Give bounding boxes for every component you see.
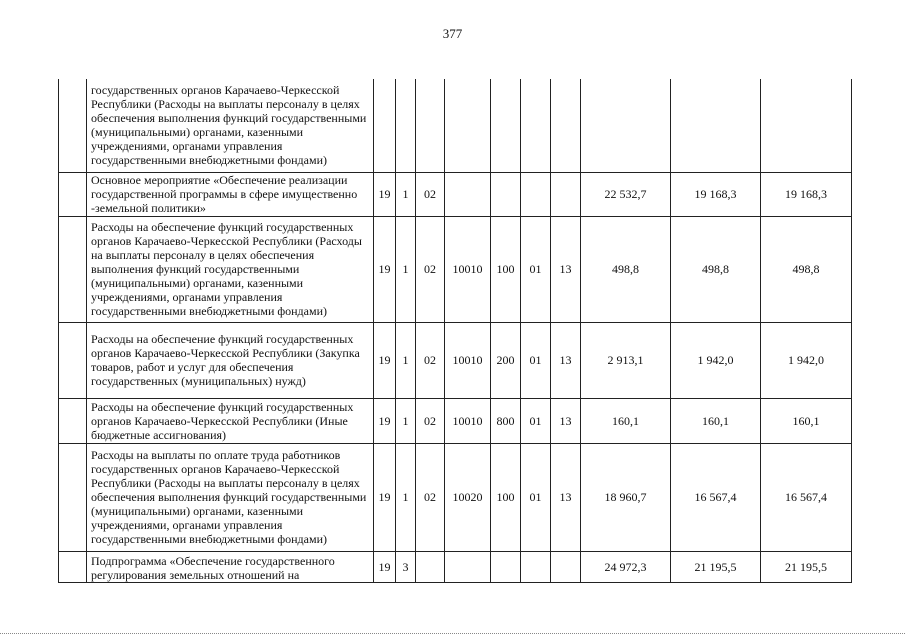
event-code-cell [416, 551, 445, 582]
amount-year3-cell: 21 195,5 [761, 551, 852, 582]
amount-year1-cell: 18 960,7 [581, 443, 671, 551]
row-number-cell [59, 551, 87, 582]
subsection-cell [551, 172, 581, 216]
table-row [59, 443, 852, 551]
item-name-cell: Расходы на выплаты по оплате труда работников государственных органов Карачаево-Черкесской Республики (Расходы на выплаты персоналу в целях обеспечения выполнения функций государственными (муниципальными) органами, казенными учреждениями, органами управления государственными внебюджетными фондами) [87, 443, 374, 551]
table-row [59, 398, 852, 443]
amount-year3-cell: 498,8 [761, 216, 852, 322]
direction-code-cell [445, 79, 491, 172]
subprogram-code-cell: 1 [396, 322, 416, 398]
table-row [59, 322, 852, 398]
subprogram-code-cell: 1 [396, 172, 416, 216]
row-number-cell [59, 216, 87, 322]
subprogram-code-cell [396, 79, 416, 172]
item-name-cell: Расходы на обеспечение функций государственных органов Карачаево-Черкесской Республики (Закупка товаров, работ и услуг для обеспечения государственных (муниципальных) нужд) [87, 322, 374, 398]
program-code-cell: 19 [374, 551, 396, 582]
item-name-cell: Расходы на обеспечение функций государственных органов Карачаево-Черкесской Республики (Иные бюджетные ассигнования) [87, 398, 374, 443]
section-cell: 01 [521, 443, 551, 551]
direction-code-cell: 10020 [445, 443, 491, 551]
amount-year3-cell: 160,1 [761, 398, 852, 443]
expense-type-cell [491, 79, 521, 172]
amount-year1-cell: 2 913,1 [581, 322, 671, 398]
amount-year2-cell: 19 168,3 [671, 172, 761, 216]
budget-table [58, 79, 852, 583]
item-name-cell: Подпрограмма «Обеспечение государственного регулирования земельных отношений на [87, 551, 374, 582]
amount-year2-cell: 16 567,4 [671, 443, 761, 551]
expense-type-cell: 200 [491, 322, 521, 398]
section-cell [521, 551, 551, 582]
subprogram-code-cell: 3 [396, 551, 416, 582]
row-number-cell [59, 172, 87, 216]
table-row [59, 216, 852, 322]
event-code-cell: 02 [416, 172, 445, 216]
program-code-cell: 19 [374, 172, 396, 216]
amount-year3-cell: 19 168,3 [761, 172, 852, 216]
subprogram-code-cell: 1 [396, 216, 416, 322]
expense-type-cell [491, 172, 521, 216]
direction-code-cell [445, 172, 491, 216]
item-name-cell: государственных органов Карачаево-Черкесской Республики (Расходы на выплаты персоналу в целях обеспечения выполнения функций государственными (муниципальными) органами, казенными учреждениями, органами управления государственными внебюджетными фондами) [87, 79, 374, 172]
program-code-cell: 19 [374, 443, 396, 551]
section-cell: 01 [521, 398, 551, 443]
expense-type-cell [491, 551, 521, 582]
amount-year2-cell: 1 942,0 [671, 322, 761, 398]
direction-code-cell: 10010 [445, 322, 491, 398]
expense-type-cell: 100 [491, 443, 521, 551]
expense-type-cell: 100 [491, 216, 521, 322]
subprogram-code-cell: 1 [396, 443, 416, 551]
subsection-cell: 13 [551, 216, 581, 322]
row-number-cell [59, 322, 87, 398]
table-row [59, 172, 852, 216]
subsection-cell [551, 79, 581, 172]
subsection-cell: 13 [551, 322, 581, 398]
amount-year1-cell: 22 532,7 [581, 172, 671, 216]
row-number-cell [59, 398, 87, 443]
program-code-cell [374, 79, 396, 172]
row-number-cell [59, 79, 87, 172]
scan-edge-divider [0, 633, 905, 634]
amount-year1-cell: 160,1 [581, 398, 671, 443]
program-code-cell: 19 [374, 398, 396, 443]
item-name-cell: Основное мероприятие «Обеспечение реализации государственной программы в сфере имущественно -земельной политики» [87, 172, 374, 216]
event-code-cell [416, 79, 445, 172]
amount-year2-cell: 498,8 [671, 216, 761, 322]
amount-year3-cell: 1 942,0 [761, 322, 852, 398]
section-cell: 01 [521, 216, 551, 322]
direction-code-cell [445, 551, 491, 582]
amount-year1-cell [581, 79, 671, 172]
event-code-cell: 02 [416, 443, 445, 551]
amount-year2-cell: 21 195,5 [671, 551, 761, 582]
subsection-cell: 13 [551, 398, 581, 443]
page-number: 377 [442, 26, 463, 41]
program-code-cell: 19 [374, 322, 396, 398]
event-code-cell: 02 [416, 398, 445, 443]
event-code-cell: 02 [416, 322, 445, 398]
section-cell [521, 172, 551, 216]
amount-year1-cell: 498,8 [581, 216, 671, 322]
event-code-cell: 02 [416, 216, 445, 322]
amount-year3-cell: 16 567,4 [761, 443, 852, 551]
table-row [59, 551, 852, 582]
table-row [59, 79, 852, 172]
direction-code-cell: 10010 [445, 216, 491, 322]
row-number-cell [59, 443, 87, 551]
amount-year2-cell [671, 79, 761, 172]
expense-type-cell: 800 [491, 398, 521, 443]
subsection-cell [551, 551, 581, 582]
subprogram-code-cell: 1 [396, 398, 416, 443]
section-cell [521, 79, 551, 172]
direction-code-cell: 10010 [445, 398, 491, 443]
subsection-cell: 13 [551, 443, 581, 551]
amount-year3-cell [761, 79, 852, 172]
item-name-cell: Расходы на обеспечение функций государственных органов Карачаево-Черкесской Республики (Расходы на выплаты персоналу в целях обеспечения выполнения функций государственными (муниципальными) органами, казенными учреждениями, органами управления государственными внебюджетными фондами) [87, 216, 374, 322]
amount-year1-cell: 24 972,3 [581, 551, 671, 582]
section-cell: 01 [521, 322, 551, 398]
amount-year2-cell: 160,1 [671, 398, 761, 443]
program-code-cell: 19 [374, 216, 396, 322]
